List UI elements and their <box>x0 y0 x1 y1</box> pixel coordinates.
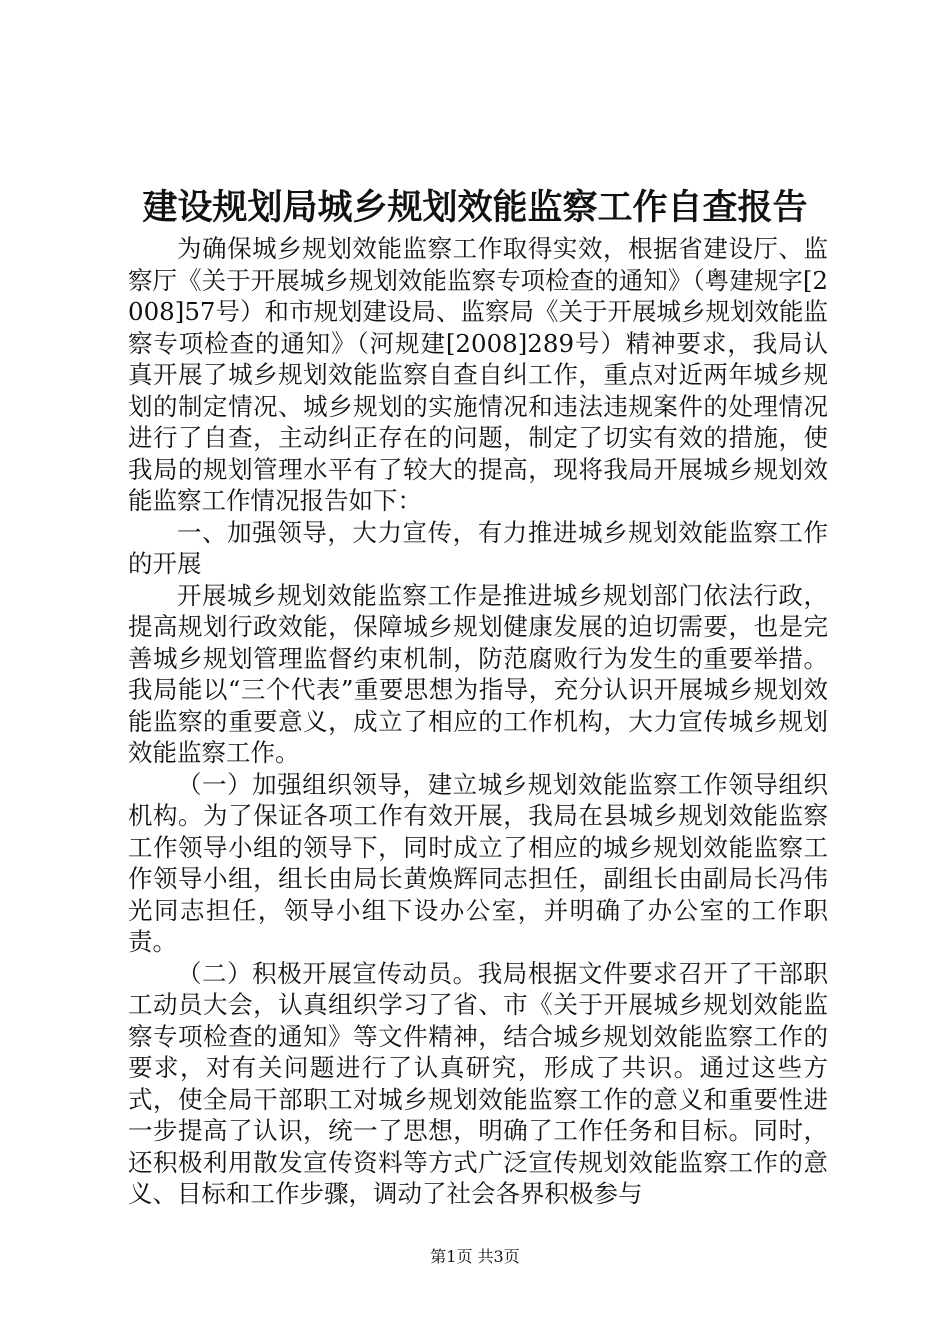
subsection-2-paragraph: （二）积极开展宣传动员。我局根据文件要求召开了干部职工动员大会，认真组织学习了省、市《关于开展城乡规划效能监察专项检查的通知》等文件精神，结合城乡规划效能监察工作的要求，对有关问题进行了认真研究，形成了共识。通过这些方式，使全局干部职工对城乡规划效能监察工作的意义和重要性进一步提高了认识，统一了思想，明确了工作任务和目标。同时，还积极利用散发宣传资料等方式广泛宣传规划效能监察工作的意义、目标和工作步骤，调动了社会各界积极参与 <box>128 958 828 1208</box>
document-body <box>128 233 828 1210</box>
page-number-footer: 第1页 共3页 <box>430 1247 520 1266</box>
subsection-1-paragraph: （一）加强组织领导，建立城乡规划效能监察工作领导组织机构。为了保证各项工作有效开展，我局在县城乡规划效能监察工作领导小组的领导下，同时成立了相应的城乡规划效能监察工作领导小组，组长由局长黄焕辉同志担任，副组长由副局长冯伟光同志担任，领导小组下设办公室，并明确了办公室的工作职责。 <box>128 769 828 956</box>
intro-paragraph: 为确保城乡规划效能监察工作取得实效，根据省建设厅、监察厅《关于开展城乡规划效能监察专项检查的通知》（粤建规字[2008]57号）和市规划建设局、监察局《关于开展城乡规划效能监察专项检查的通知》（河规建[2008]289号）精神要求，我局认真开展了城乡规划效能监察自查自纠工作，重点对近两年城乡规划的制定情况、城乡规划的实施情况和违法违规案件的处理情况进行了自查，主动纠正存在的问题，制定了切实有效的措施，使我局的规划管理水平有了较大的提高，现将我局开展城乡规划效能监察工作情况报告如下： <box>128 234 828 515</box>
section-heading-1: 一、加强领导，大力宣传，有力推进城乡规划效能监察工作的开展 <box>128 517 828 578</box>
document-title: 建设规划局城乡规划效能监察工作自查报告 <box>142 187 808 228</box>
section-1-paragraph: 开展城乡规划效能监察工作是推进城乡规划部门依法行政，提高规划行政效能，保障城乡规划健康发展的迫切需要，也是完善城乡规划管理监督约束机制，防范腐败行为发生的重要举措。我局能以“三个代表”重要思想为指导，充分认识开展城乡规划效能监察的重要意义，成立了相应的工作机构，大力宣传城乡规划效能监察工作。 <box>128 580 828 767</box>
